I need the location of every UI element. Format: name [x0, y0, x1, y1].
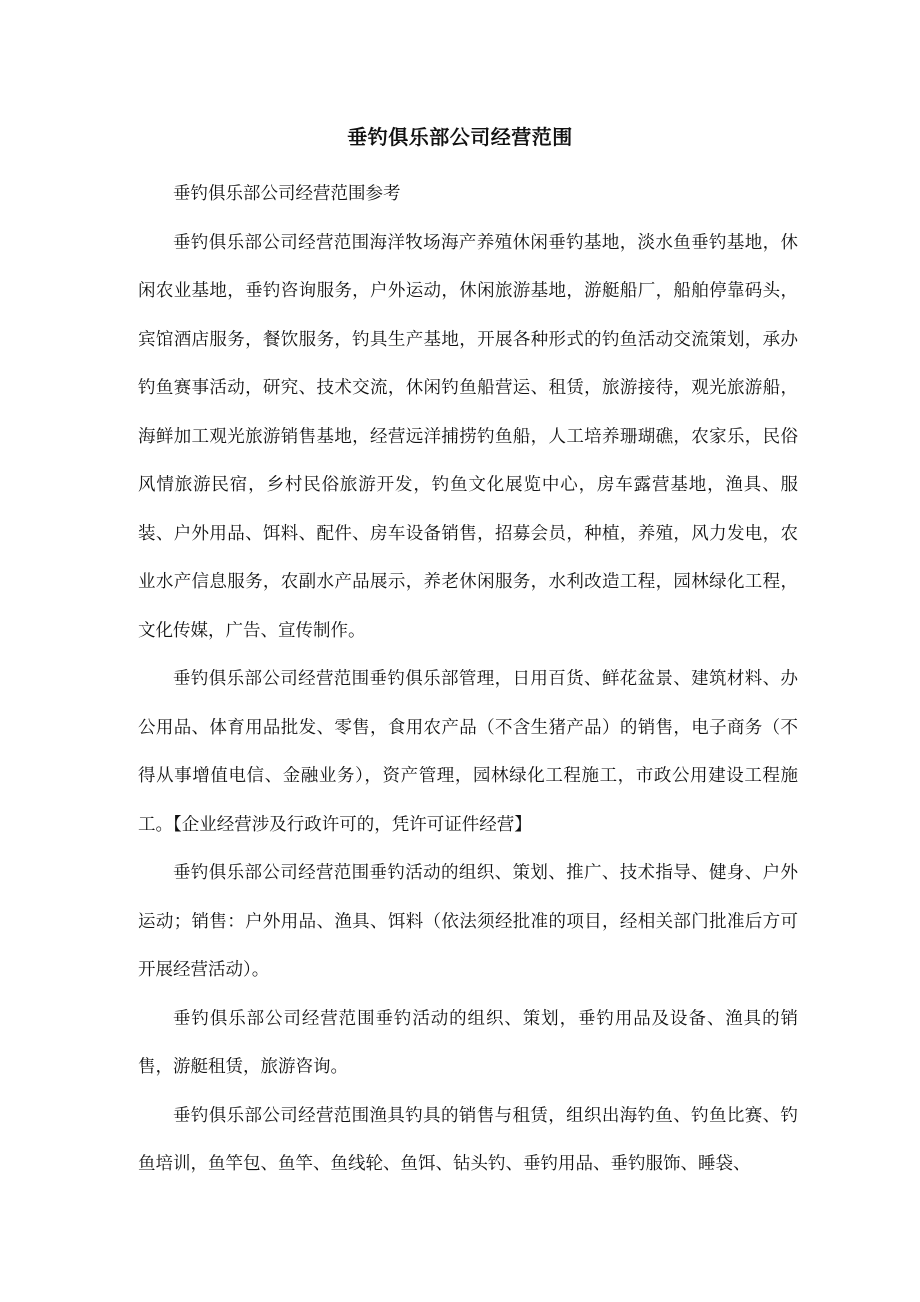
paragraph-scope-3: 垂钓俱乐部公司经营范围垂钓活动的组织、策划、推广、技术指导、健身、户外运动；销售：户外用品、渔具、饵料（依法须经批准的项目，经相关部门批准后方可开展经营活动）。: [138, 863, 798, 980]
paragraph-scope-5: 垂钓俱乐部公司经营范围渔具钓具的销售与租赁，组织出海钓鱼、钓鱼比赛、钓鱼培训，鱼竿包、鱼竿、鱼线轮、鱼饵、钻头钓、垂钓用品、垂钓服饰、睡袋、: [138, 1105, 798, 1174]
document-title: 垂钓俱乐部公司经营范围: [347, 125, 573, 149]
paragraph-scope-2: 垂钓俱乐部公司经营范围垂钓俱乐部管理，日用百货、鲜花盆景、建筑材料、办公用品、体育用品批发、零售，食用农产品（不含生猪产品）的销售，电子商务（不得从事增值电信、金融业务），资产管理，园林绿化工程施工，市政公用建设工程施工。【企业经营涉及行政许可的，凭许可证件经营】: [138, 669, 798, 835]
paragraph-reference: 垂钓俱乐部公司经营范围参考: [173, 184, 401, 204]
document-body: [138, 170, 798, 1189]
paragraph-scope-1: 垂钓俱乐部公司经营范围海洋牧场海产养殖休闲垂钓基地，淡水鱼垂钓基地，休闲农业基地，垂钓咨询服务，户外运动，休闲旅游基地，游艇船厂，船舶停靠码头，宾馆酒店服务，餐饮服务，钓具生产基地，开展各种形式的钓鱼活动交流策划，承办钓鱼赛事活动，研究、技术交流，休闲钓鱼船营运、租赁，旅游接待，观光旅游船，海鲜加工观光旅游销售基地，经营远洋捕捞钓鱼船，人工培养珊瑚礁，农家乐，民俗风情旅游民宿，乡村民俗旅游开发，钓鱼文化展览中心，房车露营基地，渔具、服装、户外用品、饵料、配件、房车设备销售，招募会员，种植，养殖，风力发电，农业水产信息服务，农副水产品展示，养老休闲服务，水利改造工程，园林绿化工程，文化传媒，广告、宣传制作。: [138, 232, 798, 641]
paragraph-scope-4: 垂钓俱乐部公司经营范围垂钓活动的组织、策划，垂钓用品及设备、渔具的销售，游艇租赁，旅游咨询。: [138, 1008, 798, 1077]
